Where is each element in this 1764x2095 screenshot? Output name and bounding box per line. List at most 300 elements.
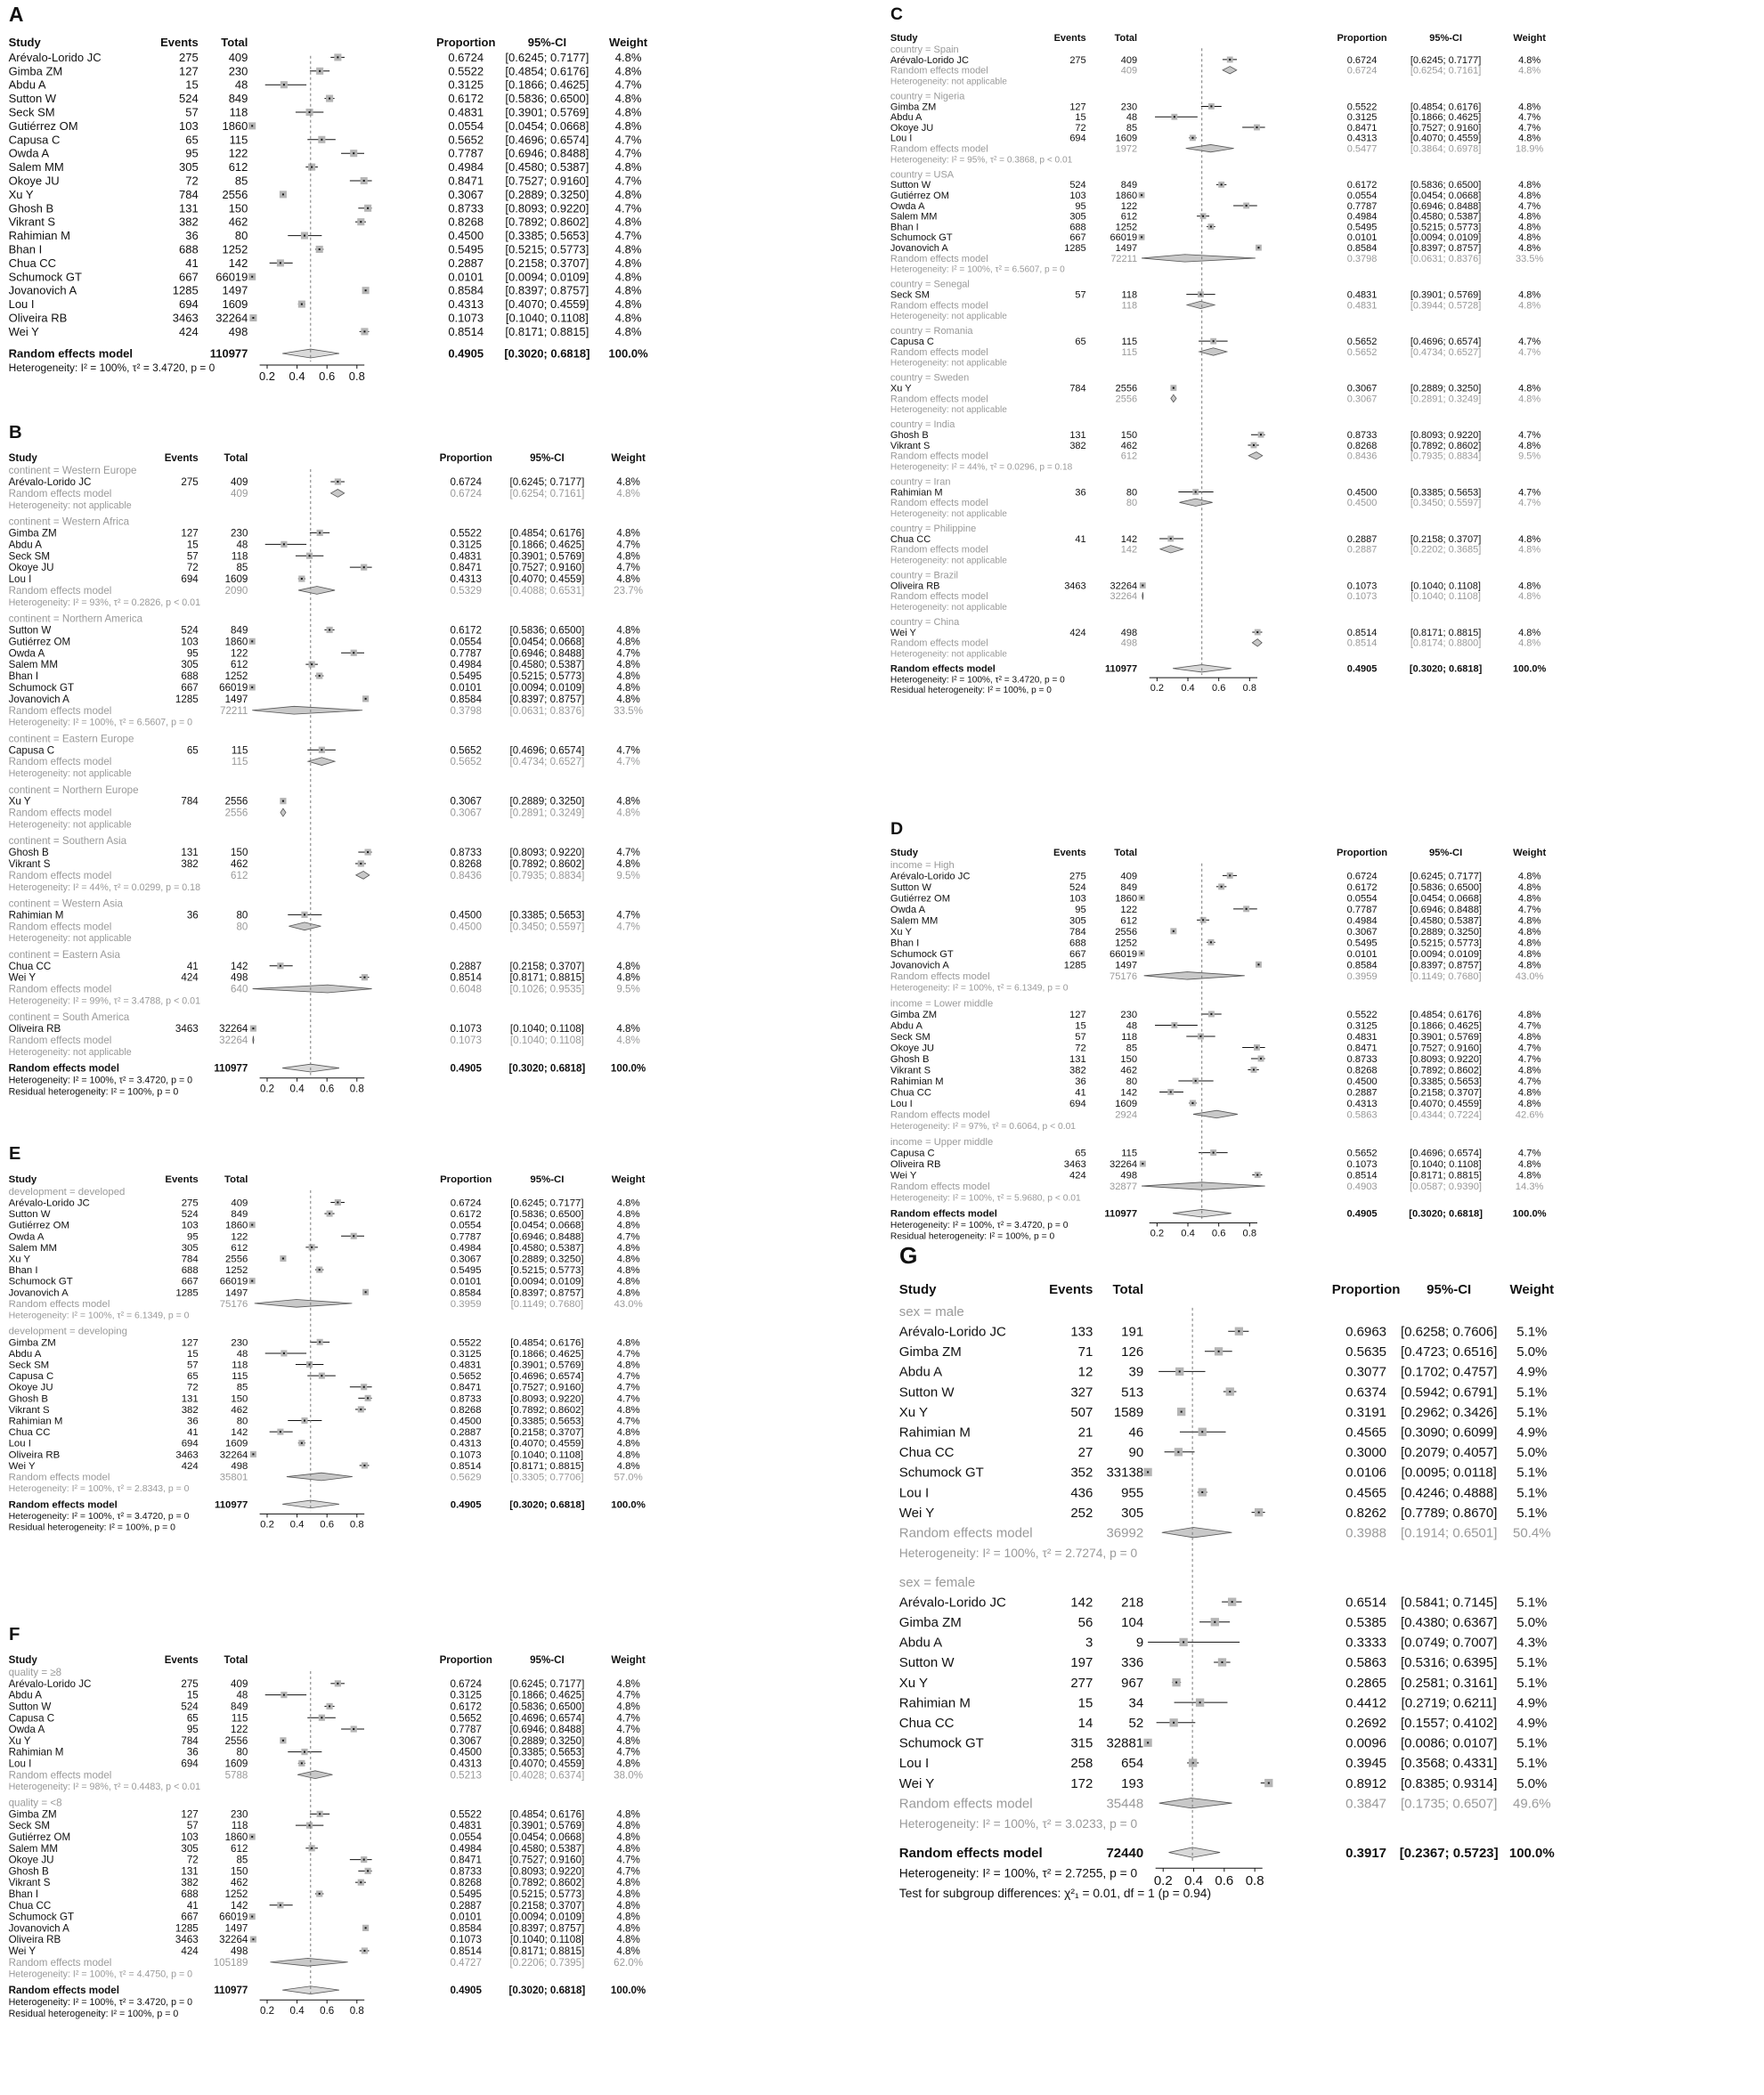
study-name: Arévalo-Lorido JC: [8, 476, 92, 489]
overall-model-ci: [0.3020; 0.6818]: [508, 1062, 586, 1075]
study-events: 95: [1075, 904, 1086, 915]
study-events: 524: [181, 624, 199, 637]
subgroup-model-weight: 14.3%: [1515, 1181, 1544, 1192]
column-header-proportion: Proportion: [439, 1654, 492, 1666]
study-name: Capusa C: [8, 1712, 55, 1725]
study-events: 103: [179, 118, 199, 133]
subgroup-model-weight: 33.5%: [614, 704, 644, 717]
overall-model-label: Random effects model: [898, 1845, 1043, 1861]
study-weight: 4.7%: [616, 1865, 640, 1878]
study-total: 1609: [225, 1438, 248, 1449]
x-tick-label: 0.6: [320, 1519, 335, 1531]
study-point: [309, 111, 311, 113]
overall-model-label: Random effects model: [8, 1062, 119, 1075]
study-events: 252: [1070, 1505, 1093, 1521]
study-weight: 4.8%: [616, 1911, 640, 1923]
column-header-events: Events: [164, 452, 199, 464]
subgroup-label: country = Brazil: [890, 570, 959, 581]
study-events: 131: [1069, 430, 1086, 442]
study-proportion: 0.6172: [450, 624, 482, 637]
subgroup-heterogeneity: Heterogeneity: not applicable: [890, 77, 1007, 87]
study-proportion: 0.0101: [450, 1276, 482, 1287]
study-name: Schumock GT: [890, 948, 954, 960]
study-proportion: 0.3125: [1346, 112, 1378, 124]
study-point: [1173, 930, 1175, 932]
x-tick-label: 0.6: [320, 2004, 335, 2017]
study-point: [1183, 1641, 1184, 1643]
study-proportion: 0.2887: [448, 256, 484, 270]
subgroup-model-ci: [0.1914; 0.6501]: [1400, 1525, 1498, 1541]
study-name: Ghosh B: [890, 430, 929, 442]
study-total: 48: [234, 77, 248, 92]
study-proportion: 0.5522: [448, 64, 484, 78]
column-header-study: Study: [898, 1282, 937, 1297]
study-events: 65: [187, 1371, 199, 1383]
study-weight: 4.7%: [614, 133, 642, 147]
study-ci: [0.8093; 0.9220]: [510, 1393, 584, 1405]
study-ci: [0.4580; 0.5387]: [509, 659, 585, 671]
panel-D: [890, 819, 1547, 1242]
study-ci: [0.3568; 0.4331]: [1400, 1756, 1498, 1772]
study-ci: [0.4580; 0.5387]: [510, 1242, 584, 1254]
study-point: [1177, 1451, 1179, 1453]
study-point: [363, 1465, 365, 1466]
study-proportion: 0.4500: [1346, 487, 1378, 499]
study-total: 115: [1121, 1148, 1138, 1159]
study-ci: [0.5942; 0.6791]: [1400, 1384, 1498, 1401]
study-total: 498: [228, 324, 248, 338]
study-name: Lou I: [8, 1758, 32, 1770]
study-total: 48: [1126, 1020, 1138, 1032]
study-proportion: 0.2865: [1345, 1675, 1387, 1691]
study-total: 80: [1126, 487, 1138, 499]
subgroup-label: continent = South America: [8, 1011, 130, 1024]
study-ci: [0.2889; 0.3250]: [1410, 383, 1482, 394]
study-total: 142: [1120, 533, 1138, 545]
subgroup-model-proportion: 0.5329: [450, 584, 482, 597]
study-weight: 4.7%: [1518, 200, 1541, 212]
study-name: Vikrant S: [8, 1404, 50, 1416]
subgroup-label: continent = Eastern Europe: [8, 733, 134, 745]
study-name: Lou I: [890, 133, 913, 144]
study-events: 27: [1077, 1445, 1093, 1461]
study-point: [365, 1927, 367, 1929]
study-total: 66019: [219, 682, 248, 694]
x-tick-label: 0.4: [1181, 683, 1195, 694]
panel-letter: G: [899, 1242, 918, 1269]
study-events: 15: [186, 539, 199, 551]
study-point: [1256, 126, 1257, 128]
study-total: 849: [1120, 180, 1138, 191]
subgroup-model-proportion: 0.3798: [450, 704, 482, 717]
study-point: [251, 1224, 253, 1226]
study-weight: 4.8%: [616, 971, 640, 984]
column-header-total: Total: [221, 36, 248, 49]
summary-diamond: [1179, 499, 1212, 506]
study-point: [1199, 1701, 1201, 1703]
column-header-total: Total: [1114, 848, 1138, 858]
study-name: Abdu A: [898, 1635, 943, 1651]
study-weight: 4.8%: [1517, 948, 1541, 960]
study-weight: 4.8%: [1518, 627, 1541, 638]
study-point: [1256, 1174, 1258, 1176]
study-events: 95: [185, 146, 199, 160]
study-proportion: 0.0554: [450, 636, 482, 648]
study-ci: [0.4854; 0.6176]: [1410, 102, 1482, 113]
study-total: 122: [231, 1724, 248, 1736]
study-proportion: 0.8262: [1345, 1505, 1387, 1521]
subgroup-heterogeneity: Heterogeneity: not applicable: [890, 312, 1007, 322]
panel-letter: F: [9, 1625, 20, 1644]
study-weight: 4.8%: [616, 636, 640, 648]
study-point: [360, 1881, 362, 1883]
study-weight: 4.7%: [1517, 1043, 1541, 1054]
study-ci: [0.2158; 0.3707]: [1410, 1087, 1483, 1099]
study-total: 122: [1120, 200, 1138, 212]
study-ci: [0.0454; 0.0668]: [1410, 191, 1482, 201]
study-name: Lou I: [890, 1098, 913, 1109]
study-total: 85: [1126, 122, 1138, 134]
study-events: 1285: [1063, 960, 1086, 971]
overall-model-label: Random effects model: [8, 346, 134, 361]
study-total: 230: [228, 64, 248, 78]
subgroup-model-label: Random effects model: [890, 300, 988, 312]
study-events: 3463: [172, 311, 199, 325]
study-point: [251, 125, 253, 126]
study-point: [1268, 1782, 1270, 1784]
study-weight: 4.8%: [614, 283, 642, 297]
study-proportion: 0.7787: [450, 1231, 482, 1243]
study-name: Bhan I: [8, 670, 39, 683]
study-proportion: 0.4831: [450, 1820, 482, 1832]
study-events: 41: [187, 1427, 199, 1439]
study-name: Oliveira RB: [890, 1159, 941, 1170]
study-name: Abdu A: [898, 1364, 943, 1380]
study-ci: [0.8397; 0.8757]: [1410, 960, 1483, 971]
summary-diamond: [1186, 144, 1234, 151]
study-proportion: 0.2887: [450, 960, 482, 972]
study-total: 849: [231, 624, 248, 637]
subgroup-heterogeneity: Heterogeneity: not applicable: [890, 508, 1007, 519]
study-ci: [0.6946; 0.8488]: [509, 647, 585, 660]
study-proportion: 0.3945: [1345, 1756, 1387, 1772]
study-events: 41: [186, 960, 199, 972]
subgroup-model-proportion: 0.3988: [1345, 1525, 1387, 1541]
subgroup-heterogeneity: Heterogeneity: not applicable: [8, 768, 132, 780]
subgroup-model-weight: 4.8%: [1518, 637, 1541, 649]
study-ci: [0.0454; 0.0668]: [509, 636, 585, 648]
study-total: 1860: [222, 118, 248, 133]
subgroup-model-total: 72211: [220, 704, 248, 717]
study-ci: [0.3901; 0.5769]: [510, 1360, 584, 1371]
column-header-ci: 95%-CI: [1428, 848, 1463, 858]
study-ci: [0.8397; 0.8757]: [510, 1287, 584, 1299]
study-ci: [0.6946; 0.8488]: [505, 146, 589, 160]
study-point: [280, 965, 281, 967]
study-name: Schumock GT: [8, 270, 82, 284]
study-ci: [0.4696; 0.6574]: [505, 133, 589, 147]
study-name: Lou I: [8, 297, 35, 312]
study-events: 1285: [172, 283, 199, 297]
study-point: [1253, 1068, 1255, 1070]
study-point: [1141, 953, 1142, 954]
study-events: 57: [185, 105, 199, 119]
subgroup-model-proportion: 0.5652: [450, 756, 482, 768]
subgroup-heterogeneity: Heterogeneity: I² = 98%, τ² = 0.4483, p < 0.01: [8, 1782, 201, 1793]
study-point: [1229, 1391, 1231, 1393]
study-name: Arévalo-Lorido JC: [8, 50, 102, 64]
study-weight: 4.8%: [1518, 191, 1541, 201]
study-events: 688: [1069, 938, 1086, 949]
study-weight: 4.8%: [616, 1198, 640, 1209]
study-proportion: 0.3067: [450, 795, 482, 808]
subgroup-model-label: Random effects model: [8, 756, 112, 768]
column-header-events: Events: [164, 1654, 199, 1666]
study-total: 305: [1121, 1505, 1144, 1521]
study-point: [329, 1705, 330, 1707]
study-weight: 4.8%: [614, 324, 642, 338]
column-header-study: Study: [8, 1174, 37, 1185]
study-weight: 4.8%: [614, 256, 642, 270]
study-events: 21: [1077, 1425, 1093, 1441]
study-total: 32264: [219, 1023, 248, 1035]
study-total: 80: [236, 1746, 248, 1758]
study-weight: 4.7%: [614, 146, 642, 160]
study-total: 513: [1121, 1384, 1144, 1401]
study-proportion: 0.8584: [450, 1922, 482, 1935]
study-point: [363, 1386, 365, 1388]
study-weight: 4.8%: [1518, 133, 1541, 144]
subgroup-model-total: 2556: [1115, 394, 1138, 405]
study-name: Abdu A: [8, 1689, 42, 1701]
study-proportion: 0.4412: [1345, 1695, 1387, 1711]
study-name: Rahimian M: [898, 1695, 971, 1711]
study-point: [1229, 59, 1231, 61]
study-name: Seck SM: [890, 289, 930, 301]
subgroup-label: country = India: [890, 419, 955, 431]
study-name: Salem MM: [8, 1842, 59, 1855]
study-weight: 4.8%: [614, 118, 642, 133]
subgroup-heterogeneity: Heterogeneity: not applicable: [890, 405, 1007, 416]
study-name: Abdu A: [8, 77, 46, 92]
subgroup-model-ci: [0.0631; 0.8376]: [1410, 253, 1482, 264]
study-events: 127: [181, 527, 199, 540]
study-point: [1221, 183, 1223, 185]
study-ci: [0.4070; 0.4559]: [1410, 1098, 1483, 1109]
study-proportion: 0.1073: [448, 311, 484, 325]
subgroup-model-weight: 4.7%: [616, 756, 640, 768]
subgroup-model-weight: 4.8%: [1518, 394, 1541, 405]
study-point: [319, 248, 321, 250]
study-ci: [0.3385; 0.5653]: [1410, 487, 1482, 499]
subgroup-model-weight: 4.7%: [1518, 498, 1541, 509]
study-events: 127: [181, 1337, 199, 1349]
study-proportion: 0.7787: [448, 146, 484, 160]
summary-diamond: [330, 490, 344, 498]
study-proportion: 0.3067: [1346, 383, 1378, 394]
study-ci: [0.7527; 0.9160]: [1410, 122, 1482, 134]
heterogeneity-note: Heterogeneity: I² = 100%, τ² = 3.4720, p = 0: [8, 1997, 193, 2008]
study-total: 150: [1120, 430, 1138, 442]
study-proportion: 0.6963: [1345, 1324, 1387, 1340]
study-proportion: 0.6724: [450, 1677, 482, 1690]
subgroup-heterogeneity: Heterogeneity: I² = 97%, τ² = 0.6064, p < 0.01: [890, 1121, 1077, 1132]
study-name: Gutiérrez OM: [8, 1220, 69, 1231]
study-weight: 4.8%: [616, 1922, 640, 1935]
study-point: [353, 1235, 354, 1237]
study-name: Oliveira RB: [8, 1934, 61, 1946]
study-weight: 5.1%: [1516, 1595, 1548, 1611]
study-ci: [0.8093; 0.9220]: [509, 1865, 585, 1878]
subgroup-model-label: Random effects model: [8, 807, 112, 819]
summary-diamond: [1160, 546, 1183, 553]
study-events: 95: [187, 1231, 199, 1243]
study-events: 688: [181, 670, 199, 683]
study-weight: 4.9%: [1516, 1695, 1548, 1711]
study-ci: [0.3385; 0.5653]: [510, 1416, 584, 1427]
overall-model-total: 110977: [214, 1062, 248, 1075]
study-proportion: 0.7787: [1346, 904, 1378, 915]
column-header-study: Study: [8, 1654, 37, 1666]
study-ci: [0.4723; 0.6516]: [1400, 1344, 1498, 1360]
overall-model-label: Random effects model: [890, 663, 996, 675]
study-total: 118: [1121, 289, 1138, 301]
subgroup-model-ci: [0.3944; 0.5728]: [1410, 300, 1482, 312]
study-weight: 4.8%: [616, 1831, 640, 1844]
study-weight: 4.8%: [616, 1438, 640, 1449]
subgroup-model-total: 32264: [1110, 591, 1138, 603]
study-proportion: 0.8584: [1346, 243, 1378, 254]
subgroup-model-ci: [0.3864; 0.6978]: [1410, 143, 1482, 155]
subgroup-model-weight: 4.8%: [1518, 544, 1541, 556]
study-proportion: 0.3191: [1345, 1404, 1387, 1420]
study-events: 15: [1075, 1020, 1086, 1032]
subgroup-model-weight: 4.8%: [616, 487, 640, 499]
study-proportion: 0.2887: [450, 1899, 482, 1912]
study-name: Arévalo-Lorido JC: [890, 871, 971, 882]
study-weight: 5.0%: [1516, 1445, 1548, 1461]
study-ci: [0.4070; 0.4559]: [509, 573, 585, 586]
study-proportion: 0.2887: [1346, 1087, 1378, 1099]
study-name: Chua CC: [890, 1087, 931, 1099]
study-total: 1497: [1115, 243, 1138, 254]
study-point: [1201, 1431, 1203, 1433]
study-name: Ghosh B: [8, 847, 49, 859]
overall-model-weight: 100.0%: [610, 1985, 646, 1997]
study-events: 667: [1069, 948, 1086, 960]
x-tick-label: 0.6: [1215, 1873, 1234, 1889]
study-proportion: 0.6172: [1346, 881, 1378, 893]
study-weight: 4.8%: [1517, 881, 1541, 893]
study-events: 784: [181, 1254, 199, 1265]
study-name: Gimba ZM: [890, 1009, 938, 1020]
study-total: 142: [231, 1427, 248, 1439]
subgroup-model-label: Random effects model: [8, 1472, 110, 1483]
subgroup-model-total: 80: [236, 921, 248, 933]
study-events: 784: [179, 187, 199, 201]
study-ci: [0.0454; 0.0668]: [510, 1220, 584, 1231]
study-weight: 4.8%: [1517, 1031, 1541, 1043]
study-weight: 4.8%: [614, 50, 642, 64]
study-name: Sutton W: [8, 92, 57, 106]
study-proportion: 0.4984: [1346, 915, 1378, 927]
subgroup-model-ci: [0.4088; 0.6531]: [509, 584, 585, 597]
study-proportion: 0.5522: [1346, 102, 1378, 113]
study-proportion: 0.7787: [450, 647, 482, 660]
subgroup-model-proportion: 0.8436: [450, 869, 482, 881]
study-weight: 4.8%: [616, 1023, 640, 1035]
study-total: 118: [1121, 1031, 1138, 1043]
study-proportion: 0.4831: [450, 550, 482, 563]
study-total: 48: [236, 1689, 248, 1701]
study-name: Jovanovich A: [8, 1922, 69, 1935]
study-point: [283, 543, 285, 545]
study-name: Jovanovich A: [8, 693, 69, 705]
subgroup-model-label: Random effects model: [898, 1525, 1033, 1541]
study-events: 72: [186, 562, 199, 574]
subgroup-model-label: Random effects model: [8, 1769, 112, 1782]
subgroup-model-total: 115: [231, 756, 248, 768]
study-proportion: 0.3077: [1345, 1364, 1387, 1380]
study-ci: [0.3385; 0.5653]: [509, 1746, 585, 1758]
study-name: Schumock GT: [8, 682, 75, 694]
study-name: Xu Y: [898, 1675, 929, 1691]
column-header-events: Events: [1053, 848, 1086, 858]
study-weight: 4.7%: [616, 1724, 640, 1736]
study-proportion: 0.6724: [1346, 871, 1378, 882]
overall-model-weight: 100.0%: [1508, 1845, 1555, 1861]
study-weight: 4.7%: [616, 539, 640, 551]
study-name: Wei Y: [898, 1775, 935, 1791]
study-ci: [0.2962; 0.3426]: [1400, 1404, 1498, 1420]
study-weight: 4.7%: [616, 562, 640, 574]
study-weight: 4.7%: [616, 1371, 640, 1383]
study-name: Schumock GT: [898, 1465, 984, 1481]
study-total: 85: [1126, 1043, 1138, 1054]
subgroup-model-proportion: 0.2887: [1346, 544, 1378, 556]
subgroup-model-label: Random effects model: [8, 584, 112, 597]
study-total: 612: [1120, 915, 1138, 927]
study-weight: 4.8%: [614, 215, 642, 229]
study-name: Xu Y: [8, 1254, 31, 1265]
subgroup-model-label: Random effects model: [890, 394, 988, 405]
study-point: [1173, 387, 1175, 389]
study-weight: 5.1%: [1516, 1404, 1548, 1420]
study-weight: 4.8%: [616, 682, 640, 694]
subgroup-model-ci: [0.1040; 0.1108]: [509, 1035, 584, 1047]
subgroup-model-total: 498: [1120, 637, 1138, 649]
overall-model-ci: [0.3020; 0.6818]: [508, 1985, 586, 1997]
overall-model-weight: 100.0%: [608, 346, 648, 361]
study-point: [319, 1269, 321, 1271]
study-ci: [0.4854; 0.6176]: [509, 527, 585, 540]
study-name: Chua CC: [898, 1716, 955, 1732]
study-events: 15: [187, 1348, 199, 1360]
study-total: 612: [231, 1242, 248, 1254]
study-point: [1202, 919, 1204, 921]
study-name: Lou I: [8, 573, 32, 586]
study-proportion: 0.8584: [450, 693, 482, 705]
panel-letter: E: [9, 1144, 21, 1164]
subgroup-model-label: Random effects model: [890, 143, 988, 155]
summary-diamond: [1248, 452, 1263, 459]
study-point: [251, 1916, 253, 1918]
subgroup-label: continent = Eastern Asia: [8, 948, 120, 961]
study-ci: [0.5215; 0.5773]: [509, 670, 585, 683]
study-ci: [0.5836; 0.6500]: [1410, 881, 1483, 893]
study-proportion: 0.3125: [450, 1348, 482, 1360]
study-ci: [0.7892; 0.8602]: [1410, 1065, 1483, 1076]
